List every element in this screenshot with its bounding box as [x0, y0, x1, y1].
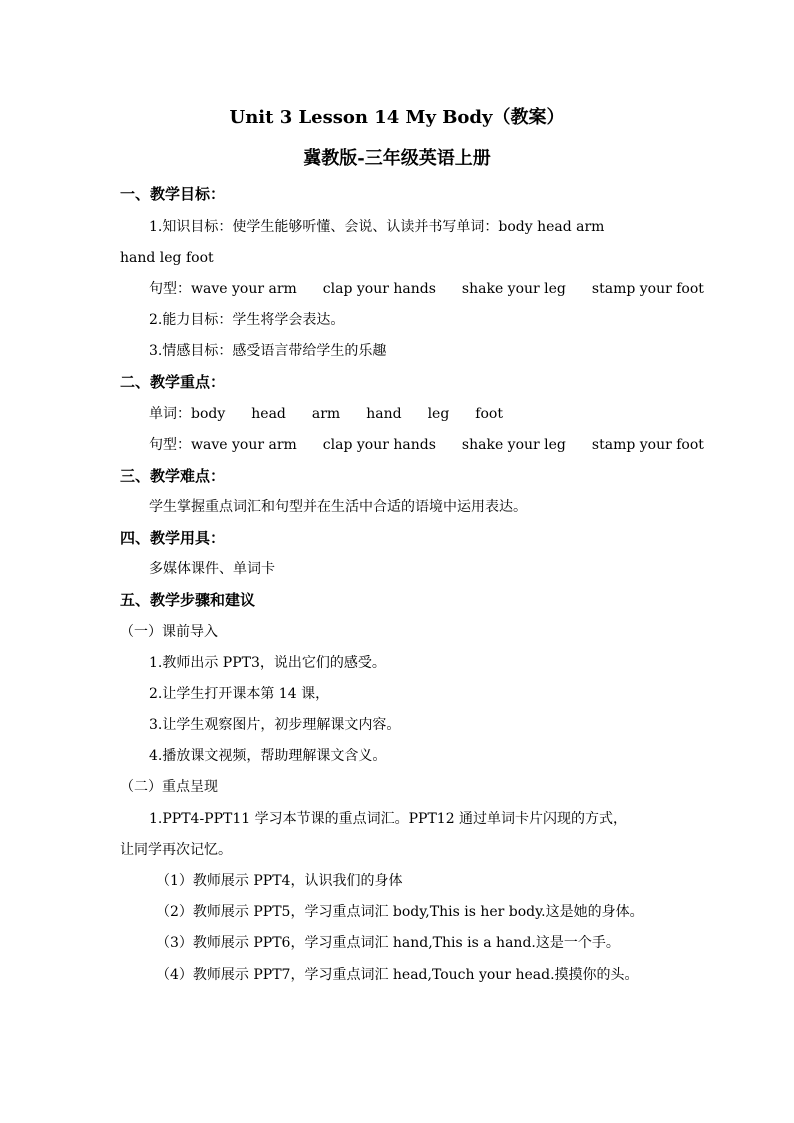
presentation-intro-continued: 让同学再次记忆。: [120, 842, 232, 858]
key-word: head: [251, 406, 286, 422]
key-word: leg: [427, 406, 450, 422]
key-word: arm: [311, 406, 341, 422]
pattern: clap your hands: [322, 437, 436, 453]
pattern: shake your leg: [461, 281, 566, 297]
pattern: stamp your foot: [591, 281, 704, 297]
ability-objective: 2.能力目标：学生将学会表达。: [149, 312, 345, 328]
presentation-item: （4）教师展示 PPT7，学习重点词汇 head,Touch your head.摸摸你的头。: [156, 967, 639, 983]
procedure-step: 1.教师出示 PPT3，说出它们的感受。: [149, 655, 386, 671]
difficulties-text: 学生掌握重点词汇和句型并在生活中合适的语境中运用表达。: [149, 499, 527, 515]
subsection-heading-warmup: （一）课前导入: [120, 624, 218, 640]
pattern: wave your arm: [191, 437, 297, 453]
section-heading-key-points: 二、教学重点：: [120, 373, 226, 391]
knowledge-objective-continued: hand leg foot: [120, 250, 214, 266]
pattern: wave your arm: [191, 281, 297, 297]
procedure-step: 4.播放课文视频，帮助理解课文含义。: [149, 748, 387, 764]
key-patterns-line: [149, 435, 704, 455]
section-heading-objectives: 一、教学目标：: [120, 185, 226, 203]
presentation-item: （2）教师展示 PPT5，学习重点词汇 body,This is her body.这是她的身体。: [156, 904, 644, 920]
key-word: body: [191, 406, 226, 422]
key-word: hand: [366, 406, 402, 422]
document-subtitle: 冀教版-三年级英语上册: [303, 148, 491, 169]
emotion-objective: 3.情感目标：感受语言带给学生的乐趣: [149, 343, 387, 359]
pattern: shake your leg: [461, 437, 566, 453]
pattern: stamp your foot: [591, 437, 704, 453]
procedure-step: 3.让学生观察图片，初步理解课文内容。: [149, 717, 401, 733]
document-title: Unit 3 Lesson 14 My Body（教案）: [229, 107, 565, 128]
key-word: foot: [475, 406, 503, 422]
patterns-label: 句型：: [149, 281, 191, 297]
key-words-line: [149, 404, 503, 424]
knowledge-objective: 1.知识目标：使学生能够听懂、会说、认读并书写单词：body head arm: [149, 219, 605, 235]
sentence-patterns-line: [149, 279, 704, 299]
presentation-item: （3）教师展示 PPT6，学习重点词汇 hand,This is a hand.这是一个手。: [156, 935, 620, 951]
words-label: 单词：: [149, 406, 191, 422]
section-heading-difficulties: 三、教学难点：: [120, 467, 226, 485]
section-heading-materials: 四、教学用具：: [120, 529, 226, 547]
procedure-step: 2.让学生打开课本第 14 课，: [149, 686, 330, 702]
patterns-label: 句型：: [149, 437, 191, 453]
presentation-item: （1）教师展示 PPT4，认识我们的身体: [156, 873, 403, 889]
materials-text: 多媒体课件、单词卡: [149, 561, 275, 577]
subsection-heading-presentation: （二）重点呈现: [120, 779, 218, 795]
pattern: clap your hands: [322, 281, 436, 297]
presentation-intro: 1.PPT4-PPT11 学习本节课的重点词汇。PPT12 通过单词卡片闪现的方式，: [149, 811, 628, 827]
section-heading-procedure: 五、教学步骤和建议: [120, 591, 256, 609]
